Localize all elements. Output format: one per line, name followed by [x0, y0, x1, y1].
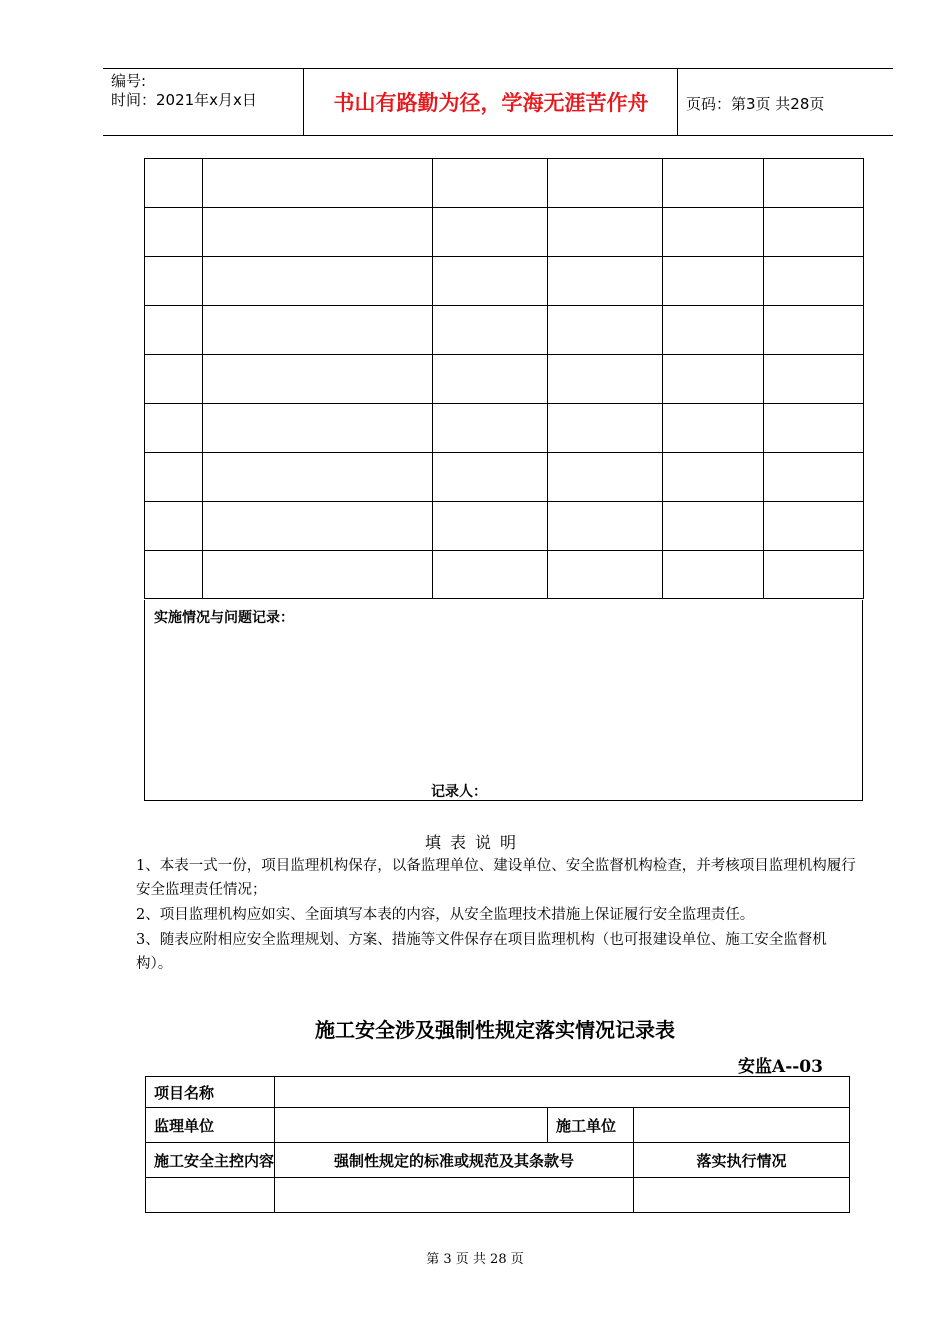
column-header-mandatory-standard: 强制性规定的标准或规范及其条款号	[275, 1143, 634, 1178]
note-item: 1、本表一式一份，项目监理机构保存，以备监理单位、建设单位、安全监督机构检查，并考核项目监理机构履行安全监理责任情况；	[136, 858, 856, 898]
construction-unit-label: 施工单位	[548, 1108, 634, 1143]
grid-cell[interactable]	[145, 159, 203, 208]
header-divider-left	[303, 68, 304, 136]
grid-cell[interactable]	[548, 453, 663, 502]
grid-cell[interactable]	[663, 404, 764, 453]
project-name-field[interactable]	[275, 1077, 850, 1108]
project-name-label: 项目名称	[146, 1077, 275, 1108]
grid-cell[interactable]	[548, 159, 663, 208]
grid-cell[interactable]	[764, 257, 864, 306]
column-header-row	[146, 1143, 850, 1178]
grid-cell[interactable]	[548, 404, 663, 453]
control-content-cell[interactable]	[146, 1178, 275, 1213]
grid-cell[interactable]	[433, 453, 548, 502]
grid-cell[interactable]	[203, 208, 433, 257]
units-row	[146, 1108, 850, 1143]
grid-cell[interactable]	[663, 257, 764, 306]
grid-row	[145, 502, 864, 551]
grid-cell[interactable]	[203, 306, 433, 355]
grid-cell[interactable]	[145, 355, 203, 404]
document-number-label: 编号:	[111, 72, 147, 90]
notes-title: 填表说明	[424, 833, 525, 852]
inspection-grid-body	[145, 159, 864, 599]
grid-cell[interactable]	[433, 502, 548, 551]
grid-cell[interactable]	[663, 159, 764, 208]
grid-cell[interactable]	[548, 306, 663, 355]
grid-cell[interactable]	[663, 208, 764, 257]
grid-cell[interactable]	[203, 404, 433, 453]
grid-row	[145, 404, 864, 453]
grid-cell[interactable]	[764, 502, 864, 551]
page-footer: 第 3 页 共 28 页	[426, 1252, 524, 1267]
document-date-label: 时间：2021年x月x日	[111, 91, 257, 109]
grid-cell[interactable]	[764, 355, 864, 404]
column-header-control-content: 施工安全主控内容	[146, 1143, 275, 1178]
grid-cell[interactable]	[203, 502, 433, 551]
header-divider-right	[677, 68, 678, 136]
header-motto: 书山有路勤为径，学海无涯苦作舟	[333, 91, 649, 115]
grid-cell[interactable]	[548, 208, 663, 257]
construction-unit-field[interactable]	[634, 1108, 850, 1143]
grid-cell[interactable]	[764, 453, 864, 502]
grid-cell[interactable]	[145, 404, 203, 453]
grid-cell[interactable]	[145, 306, 203, 355]
grid-row	[145, 306, 864, 355]
grid-cell[interactable]	[433, 159, 548, 208]
grid-cell[interactable]	[203, 453, 433, 502]
implementation-status-cell[interactable]	[634, 1178, 850, 1213]
grid-cell[interactable]	[433, 551, 548, 599]
grid-cell[interactable]	[548, 355, 663, 404]
project-name-row	[146, 1077, 850, 1108]
note-item: 3、随表应附相应安全监理规划、方案、措施等文件保存在项目监理机构（也可报建设单位、施工安全监督机构）。	[136, 932, 827, 972]
recorder-label: 记录人：	[431, 784, 487, 800]
header-page-indicator: 页码：第3页 共28页	[686, 95, 825, 113]
grid-cell[interactable]	[548, 502, 663, 551]
grid-cell[interactable]	[145, 208, 203, 257]
header-bottom-rule	[103, 135, 893, 136]
grid-cell[interactable]	[145, 453, 203, 502]
supervision-unit-label: 监理单位	[146, 1108, 275, 1143]
grid-cell[interactable]	[663, 453, 764, 502]
grid-cell[interactable]	[203, 159, 433, 208]
inspection-grid-table	[144, 158, 864, 599]
grid-cell[interactable]	[764, 306, 864, 355]
grid-cell[interactable]	[145, 257, 203, 306]
grid-cell[interactable]	[203, 551, 433, 599]
form-title: 施工安全涉及强制性规定落实情况记录表	[315, 1018, 675, 1042]
grid-cell[interactable]	[663, 502, 764, 551]
grid-row	[145, 159, 864, 208]
grid-cell[interactable]	[433, 355, 548, 404]
column-header-implementation-status: 落实执行情况	[634, 1143, 850, 1178]
grid-cell[interactable]	[433, 257, 548, 306]
grid-cell[interactable]	[663, 551, 764, 599]
grid-cell[interactable]	[145, 502, 203, 551]
grid-row	[145, 453, 864, 502]
grid-cell[interactable]	[433, 306, 548, 355]
grid-cell[interactable]	[145, 551, 203, 599]
form-data-row	[146, 1178, 850, 1213]
note-item: 2、项目监理机构应如实、全面填写本表的内容，从安全监理技术措施上保证履行安全监理责任。	[136, 907, 755, 923]
grid-cell[interactable]	[764, 208, 864, 257]
record-box	[144, 600, 863, 801]
implementation-record-label: 实施情况与问题记录：	[154, 610, 294, 626]
grid-row	[145, 208, 864, 257]
grid-cell[interactable]	[764, 159, 864, 208]
mandatory-standard-cell[interactable]	[275, 1178, 634, 1213]
grid-cell[interactable]	[764, 404, 864, 453]
grid-cell[interactable]	[663, 355, 764, 404]
grid-cell[interactable]	[203, 355, 433, 404]
form-code: 安监A--03	[738, 1057, 823, 1077]
form-table	[145, 1076, 850, 1213]
grid-cell[interactable]	[764, 551, 864, 599]
grid-row	[145, 551, 864, 599]
grid-row	[145, 257, 864, 306]
grid-cell[interactable]	[663, 306, 764, 355]
grid-cell[interactable]	[548, 257, 663, 306]
grid-cell[interactable]	[548, 551, 663, 599]
header-top-rule	[103, 68, 893, 69]
grid-row	[145, 355, 864, 404]
grid-cell[interactable]	[433, 404, 548, 453]
supervision-unit-field[interactable]	[275, 1108, 548, 1143]
grid-cell[interactable]	[433, 208, 548, 257]
grid-cell[interactable]	[203, 257, 433, 306]
